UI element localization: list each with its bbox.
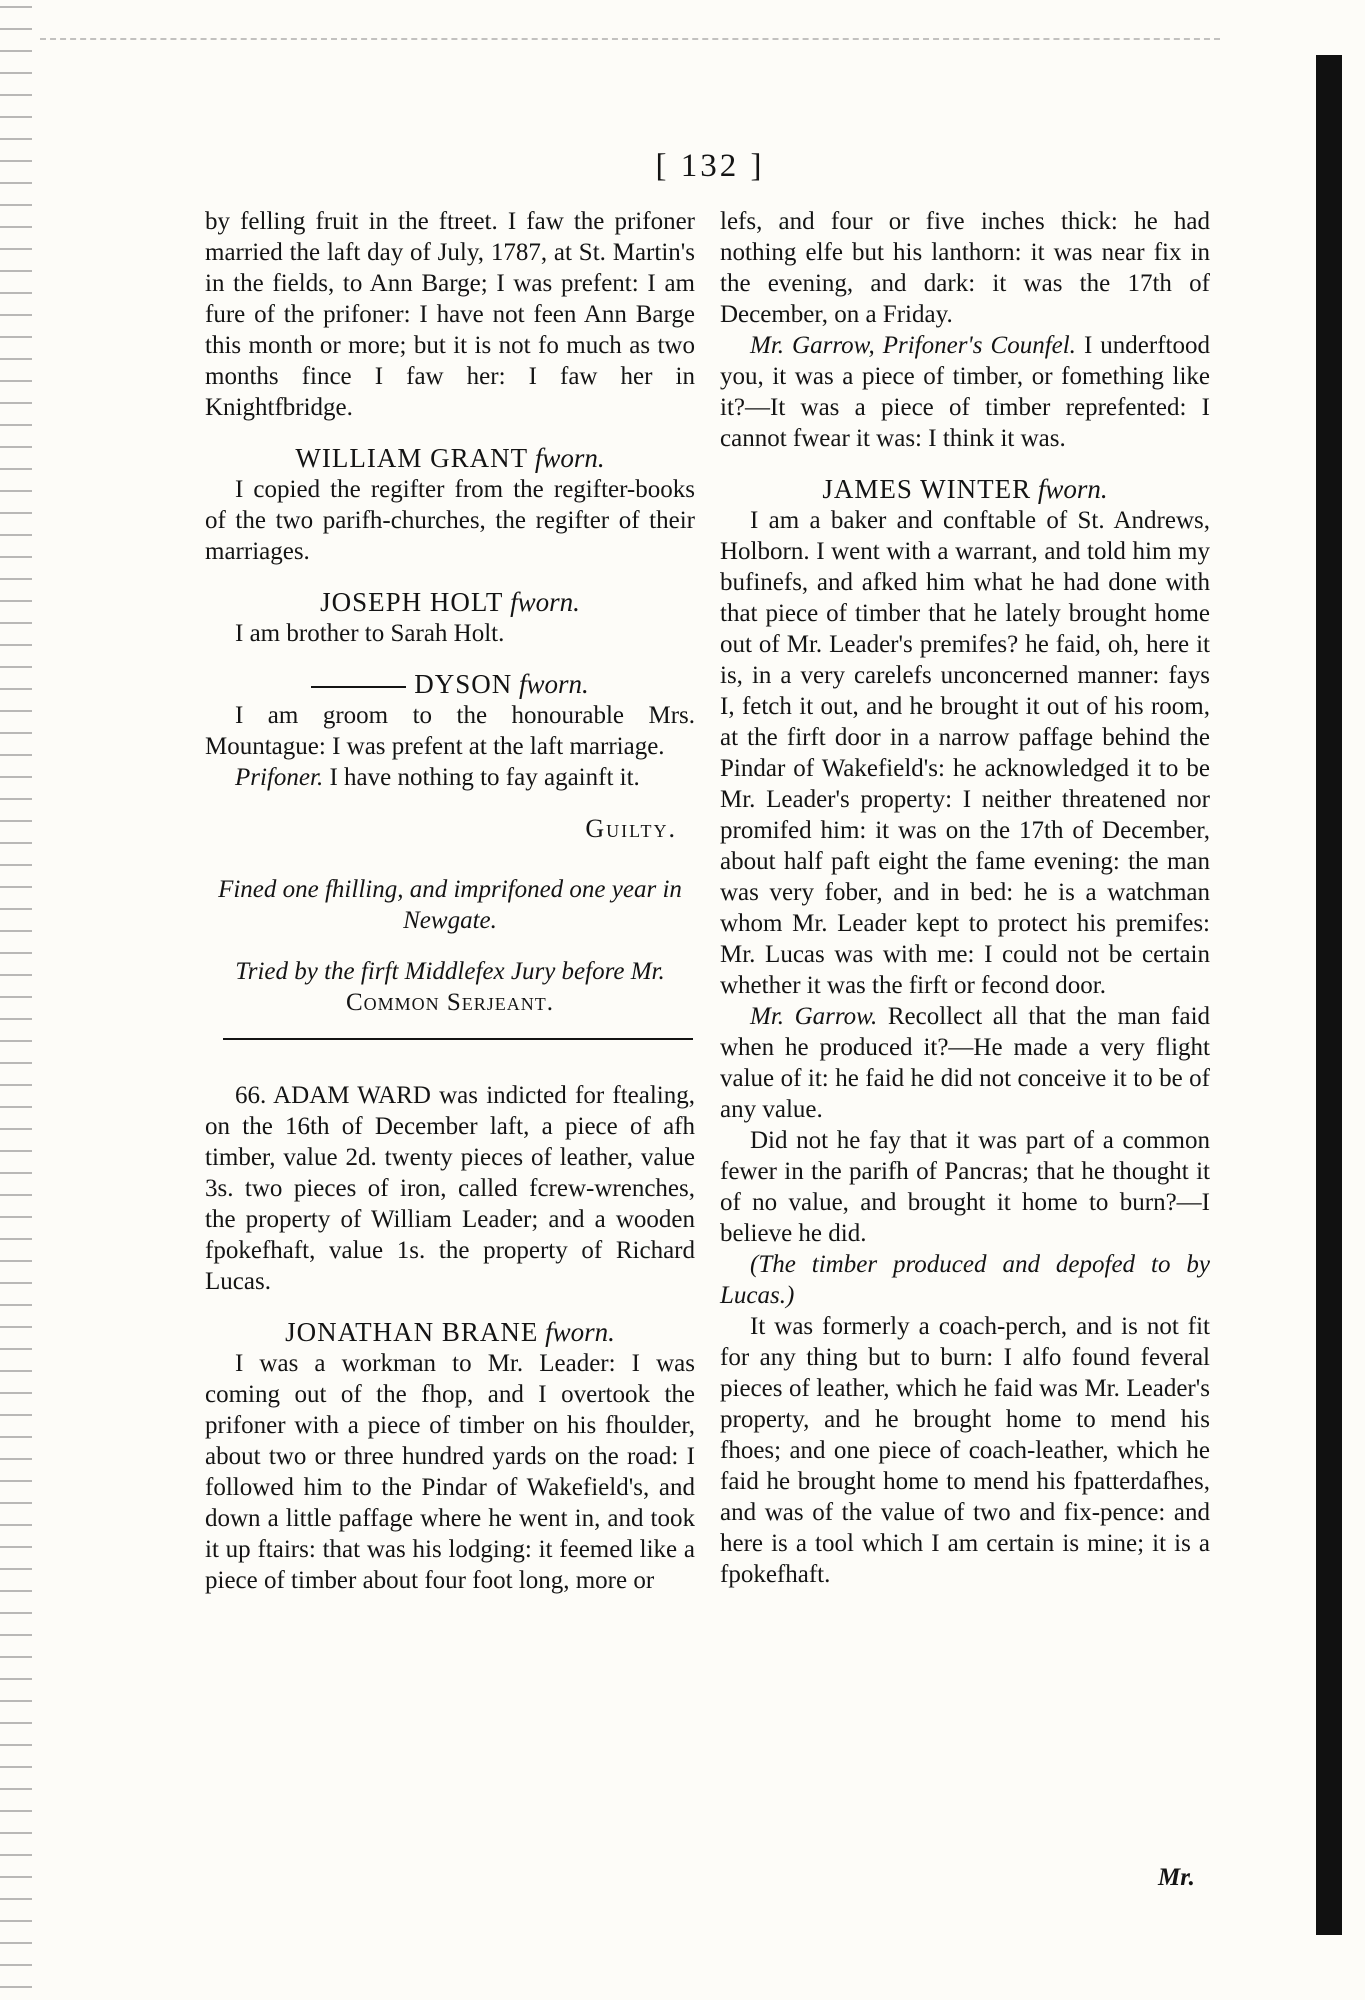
witness-name: JOSEPH HOLT: [320, 587, 504, 617]
paragraph: I was a workman to Mr. Leader: I was coming out of the fhop, and I overtook the prifoner with a piece of timber on his fhoulder, about two or three hundred yards on the road: I followed him to the Pindar of Wakefield's, and down a little paffage where he went in, and took it up ftairs: that was his lodging: it feemed like a piece of timber about four foot long, more or: [205, 1350, 695, 1594]
speaker-label: Mr. Garrow.: [750, 1003, 878, 1030]
sworn-label: fworn.: [510, 587, 580, 617]
page-number: [ 132 ]: [655, 148, 765, 184]
paragraph: I copied the regifter from the regifter-books of the two parifh-churches, the regifter of their marriages.: [205, 476, 695, 565]
defendant-name: ADAM WARD: [273, 1082, 431, 1109]
speaker-text: Recollect all that the man faid when he produced it?—He made a very flight value of it: he faid he did not conceive it to be of any value.: [720, 1003, 1211, 1123]
witness-heading: [205, 1317, 695, 1348]
sworn-label: fworn.: [518, 669, 589, 699]
paragraph: [205, 762, 695, 793]
name-blank-dash: [311, 686, 406, 688]
scan-right-binding-bar: [1316, 55, 1342, 1935]
sworn-label: fworn.: [545, 1317, 615, 1347]
witness-name: JAMES WINTER: [822, 474, 1032, 504]
witness-name: DYSON: [414, 669, 513, 699]
case-number: 66.: [235, 1082, 267, 1109]
paragraph: I am brother to Sarah Holt.: [235, 620, 505, 647]
witness-heading: [205, 587, 695, 618]
scan-left-edge: [0, 0, 32, 2000]
witness-heading: [205, 443, 695, 474]
paragraph: [720, 1001, 1210, 1125]
left-column: [205, 206, 695, 1596]
sworn-label: fworn.: [534, 443, 605, 473]
catchword: Mr.: [1158, 1864, 1195, 1891]
speaker-text: I underftood you, it was a piece of timber, or fomething like it?—It was a piece of timber reprefented: I cannot fwear it was: I think it was.: [720, 332, 1210, 452]
stage-direction: (The timber produced and depofed to by Lucas.): [720, 1251, 1210, 1309]
scan-top-rule: [40, 38, 1220, 41]
case-paragraph: [205, 1080, 695, 1297]
paragraph: I am a baker and conftable of St. Andrews, Holborn. I went with a warrant, and told him my bufinefs, and afked him what he had done with that piece of timber that he lately brought home out of Mr. Leader's premifes? he faid, oh, here it is, in a very carelefs unconcerned manner: fays I, fetch it out, and he brought it out of his room, at the firft door in a narrow paffage behind the Pindar of Wakefield's: he acknowledged it to be Mr. Leader's property: I neither threatened nor promifed him: it was on the 17th of December, about half paft eight the fame evening: the man was very fober, and in bed: he is a watchman whom Mr. Leader kept to protect his premifes: Mr. Lucas was with me: I could not be certain whether it was the firft or fecond door.: [720, 507, 1210, 999]
paragraph: [720, 330, 1210, 454]
witness-heading: [205, 669, 695, 700]
paragraph: Did not he fay that it was part of a common fewer in the parifh of Pancras; that he thought it of no value, and brought it home to burn?—I believe he did.: [720, 1127, 1210, 1247]
trial-note-text: Tried by the firft Middlefex Jury before Mr.: [235, 958, 665, 985]
paragraph: I am groom to the honourable Mrs. Mountague: I was prefent at the laft marriage.: [205, 702, 695, 760]
verdict: Guilty.: [585, 814, 677, 843]
paragraph: It was formerly a coach-perch, and is not fit for any thing but to burn: I alfo found feveral pieces of leather, which he faid was Mr. Leader's property, and he brought home to mend his fhoes; and one piece of coach-leather, which he faid he brought home to mend his fpatterdafhes, and was of the value of two and fix-pence: and here is a tool which I am certain is mine; it is a fpokefhaft.: [720, 1313, 1210, 1588]
judge-title: Common Serjeant.: [345, 989, 555, 1016]
sworn-label: fworn.: [1037, 474, 1108, 504]
right-column: [720, 206, 1210, 1590]
speaker-text: I have nothing to fay againft it.: [329, 764, 640, 791]
witness-name: JONATHAN BRANE: [285, 1317, 539, 1347]
witness-name: WILLIAM GRANT: [295, 443, 529, 473]
paragraph: lefs, and four or five inches thick: he had nothing elfe but his lanthorn: it was near fix in the evening, and dark: it was the 17th of December, on a Friday.: [720, 208, 1210, 328]
speaker-label: Mr. Garrow, Prifoner's Counfel.: [750, 332, 1076, 359]
witness-heading: [720, 474, 1210, 505]
paragraph: by felling fruit in the ftreet. I faw the prifoner married the laft day of July, 1787, at St. Martin's in the fields, to Ann Barge; I was prefent: I am fure of the prifoner: I have not feen Ann Barge this month or more; but it is not fo much as two months fince I faw her: I faw her in Knightfbridge.: [205, 208, 695, 421]
speaker-label: Prifoner.: [235, 764, 324, 791]
case-text: was indicted for ftealing, on the 16th of December laft, a piece of afh timber, value 2d. twenty pieces of leather, value 3s. two pieces of iron, called fcrew-wrenches, the property of William Leader; and a wooden fpokefhaft, value 1s. the property of Richard Lucas.: [205, 1082, 695, 1295]
sentence: Fined one fhilling, and imprifoned one year in Newgate.: [218, 876, 682, 934]
trial-note: [205, 956, 695, 1018]
